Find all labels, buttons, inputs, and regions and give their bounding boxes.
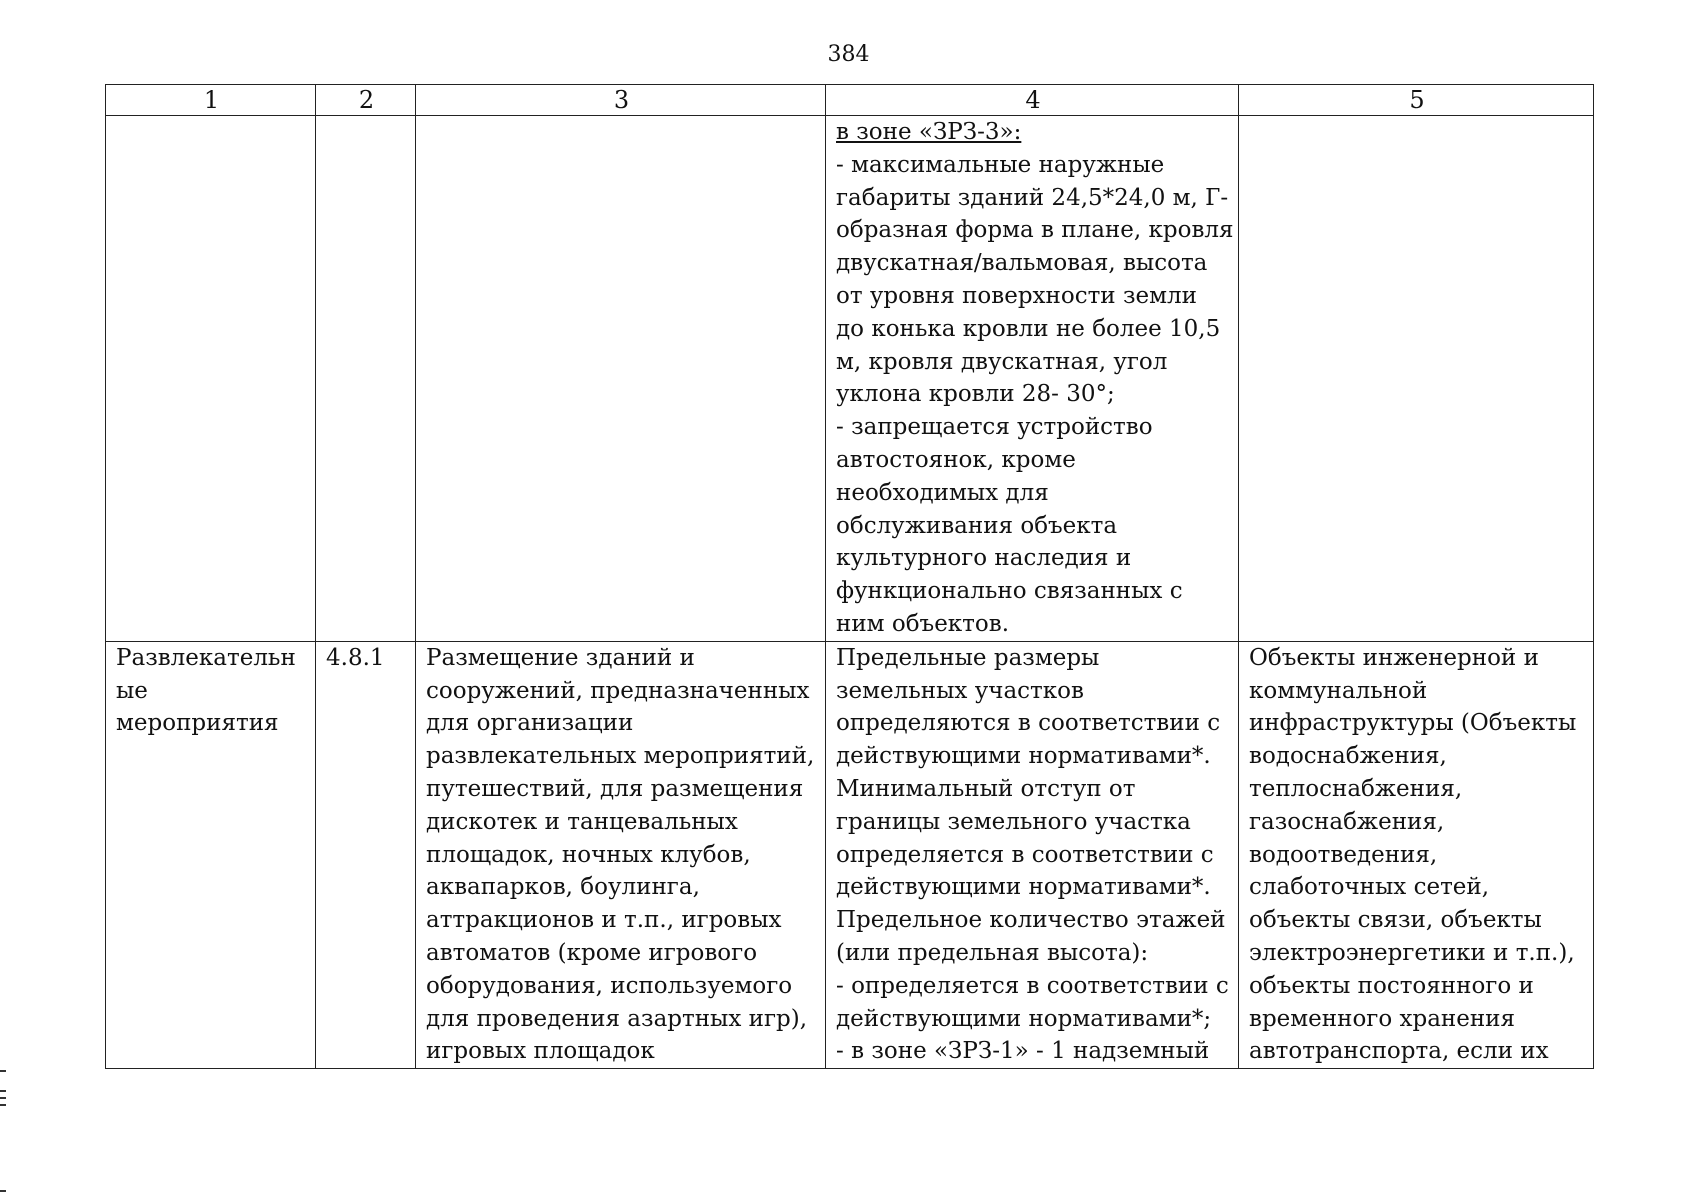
text-line: Предельное количество этажей <box>836 907 1226 934</box>
text-line: сооружений, предназначенных <box>426 677 810 704</box>
text-line: автотранспорта, если их <box>1249 1038 1549 1065</box>
scan-edge-mark <box>0 1070 6 1072</box>
cell-auxiliary-uses <box>1239 641 1594 1068</box>
text-line: Предельные размеры <box>836 644 1100 671</box>
text-line: - максимальные наружные <box>836 151 1165 178</box>
text-line: развлекательных мероприятий, <box>426 743 815 770</box>
scan-edge-mark <box>0 1090 6 1092</box>
cell-use-name <box>106 641 316 1068</box>
header-cell-4: 4 <box>826 85 1239 116</box>
text-line: мероприятия <box>116 710 279 737</box>
text-line: Развлекательн <box>116 644 296 671</box>
text-line: автоматов (кроме игрового <box>426 939 758 966</box>
cell-empty-1 <box>106 116 316 642</box>
text-line: временного хранения <box>1249 1005 1516 1032</box>
header-cell-1: 1 <box>106 85 316 116</box>
text-line: - определяется в соответствии с <box>836 972 1229 999</box>
cell-use-description <box>416 641 826 1068</box>
text-line: обслуживания объекта <box>836 512 1118 539</box>
text-line: ые <box>116 677 148 704</box>
text-line: Объекты инженерной и <box>1249 644 1539 671</box>
text-line: границы земельного участка <box>836 808 1191 835</box>
text-line: ним объектов. <box>836 610 1010 637</box>
text-line: аквапарков, боулинга, <box>426 874 700 901</box>
scan-edge-mark <box>0 1104 6 1106</box>
regulations-table <box>105 84 1594 1069</box>
cell-use-parameters <box>826 641 1239 1068</box>
header-cell-5: 5 <box>1239 85 1594 116</box>
text-line: водоснабжения, <box>1249 743 1447 770</box>
text-line: земельных участков <box>836 677 1084 704</box>
text-line: до конька кровли не более 10,5 <box>836 315 1221 342</box>
text-line: Минимальный отступ от <box>836 775 1136 802</box>
text-line: м, кровля двускатная, угол <box>836 348 1168 375</box>
cell-empty-5 <box>1239 116 1594 642</box>
text-line: действующими нормативами*. <box>836 743 1211 770</box>
text-line: функционально связанных с <box>836 578 1183 605</box>
text-line: действующими нормативами*. <box>836 874 1211 901</box>
text-line: уклона кровли 28- 30°; <box>836 381 1115 408</box>
text-line: путешествий, для размещения <box>426 775 804 802</box>
text-line: инфраструктуры (Объекты <box>1249 710 1577 737</box>
header-row <box>106 85 1594 116</box>
text-line: культурного наследия и <box>836 545 1132 572</box>
table-row-continuation <box>106 116 1594 642</box>
cell-empty-3 <box>416 116 826 642</box>
text-line: оборудования, используемого <box>426 972 793 999</box>
header-cell-2: 2 <box>316 85 416 116</box>
text-line: двускатная/вальмовая, высота <box>836 250 1208 277</box>
text-line: Размещение зданий и <box>426 644 695 671</box>
text-line: действующими нормативами*; <box>836 1005 1212 1032</box>
text-line: - в зоне «ЗРЗ-1» - 1 надземный <box>836 1038 1210 1065</box>
table-row-entertainment <box>106 641 1594 1068</box>
cell-use-code: 4.8.1 <box>316 641 416 1068</box>
text-line: определяются в соответствии с <box>836 710 1221 737</box>
zone-heading: в зоне «ЗРЗ-3»: <box>836 119 1022 145</box>
cell-zrz3-parameters <box>826 116 1239 642</box>
text-line: слаботочных сетей, <box>1249 874 1490 901</box>
text-line: необходимых для <box>836 479 1049 506</box>
scan-edge-mark <box>0 1097 6 1099</box>
text-line: коммунальной <box>1249 677 1428 704</box>
cell-empty-2 <box>316 116 416 642</box>
text-line: от уровня поверхности земли <box>836 282 1197 309</box>
text-line: теплоснабжения, <box>1249 775 1463 802</box>
header-cell-3: 3 <box>416 85 826 116</box>
scan-edge-mark <box>0 1190 6 1192</box>
text-line: электроэнергетики и т.п.), <box>1249 939 1575 966</box>
text-line: дискотек и танцевальных <box>426 808 738 835</box>
text-line: определяется в соответствии с <box>836 841 1214 868</box>
text-line: газоснабжения, <box>1249 808 1445 835</box>
text-line: аттракционов и т.п., игровых <box>426 907 782 934</box>
text-line: (или предельная высота): <box>836 939 1149 966</box>
text-line: габариты зданий 24,5*24,0 м, Г- <box>836 184 1229 211</box>
text-line: водоотведения, <box>1249 841 1438 868</box>
text-line: - запрещается устройство <box>836 414 1153 441</box>
text-line: автостоянок, кроме <box>836 446 1076 473</box>
text-line: игровых площадок <box>426 1038 655 1065</box>
text-line: для организации <box>426 710 634 737</box>
text-line: объекты постоянного и <box>1249 972 1534 999</box>
text-line: площадок, ночных клубов, <box>426 841 751 868</box>
page-number: 384 <box>827 42 870 67</box>
text-line: объекты связи, объекты <box>1249 907 1542 934</box>
text-line: образная форма в плане, кровля <box>836 217 1234 244</box>
text-line: для проведения азартных игр), <box>426 1005 808 1032</box>
